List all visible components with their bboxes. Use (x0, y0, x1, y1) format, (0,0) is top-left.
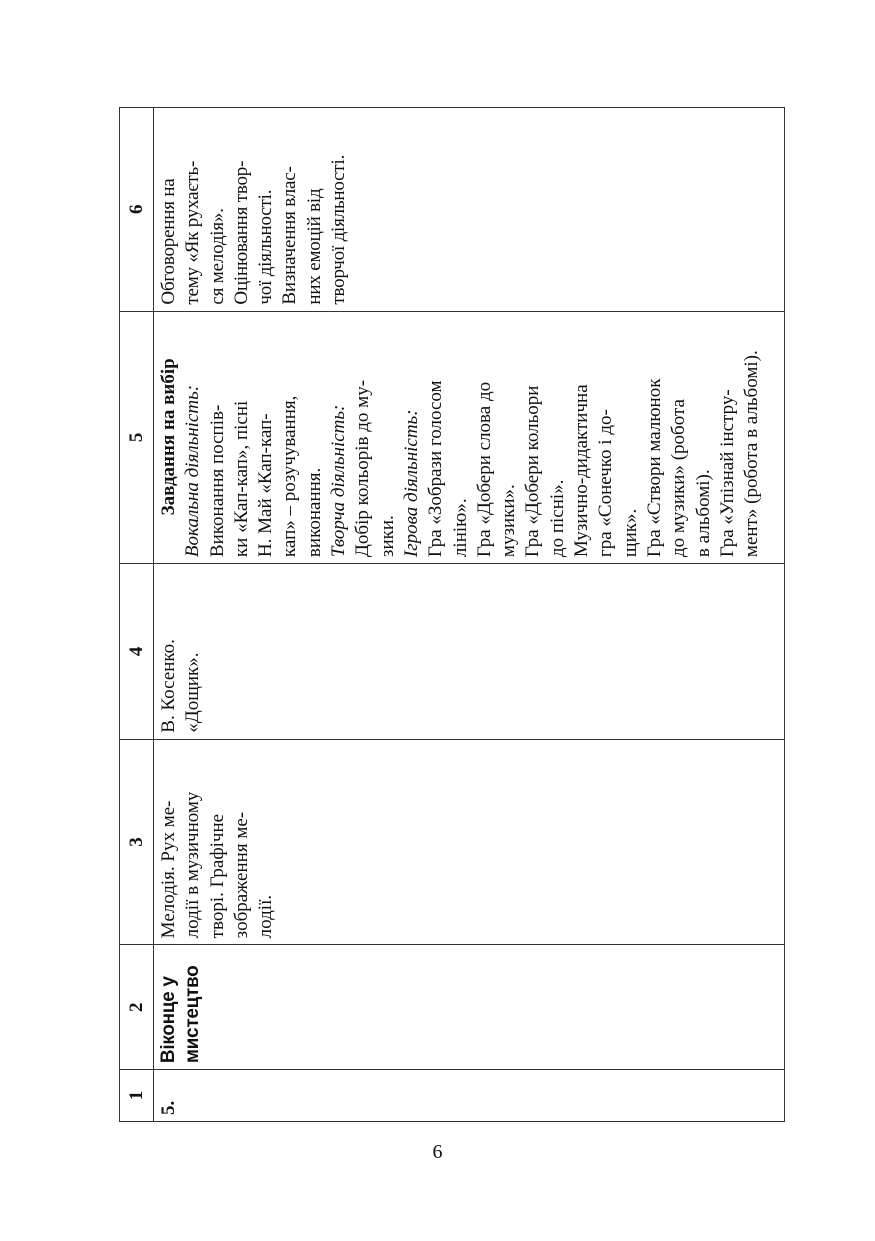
music-line: В. Косенко. (158, 639, 179, 733)
activity-line: Виконання поспів- (206, 404, 228, 558)
header-cell-4: 4 (120, 563, 153, 739)
vocal-activity-label: Вокальна діяльність: (182, 384, 204, 558)
activity-line: Гра «Зобрази голосом (425, 380, 447, 558)
activity-line: гра «Сонечко і до- (595, 409, 617, 558)
header-cell-1: 1 (120, 1069, 153, 1121)
creative-activity-label: Творча діяльність: (328, 404, 350, 558)
content-line: лодії. (255, 894, 277, 939)
activity-line: музики». (498, 484, 520, 558)
table-row (154, 108, 784, 1121)
rotated-table-container (119, 107, 785, 1122)
content-line: Мелодія. Рух ме- (158, 800, 179, 939)
activities-cell (154, 311, 784, 563)
topic-cell (154, 944, 784, 1069)
header-cell-6: 6 (125, 204, 147, 215)
reflection-line: ся мелодія». (206, 208, 228, 305)
topic-line: Віконце у (158, 976, 179, 1064)
content-line: лодії в музичному (182, 791, 204, 939)
reflection-line: Оцінювання твор- (230, 160, 252, 305)
activity-line: в альбомі). (692, 469, 714, 558)
activity-line: виконання. (303, 467, 325, 558)
activity-line: до музики» (робота (668, 399, 690, 558)
header-cell-5: 5 (120, 311, 153, 564)
topic-line: мистецтво (182, 965, 204, 1064)
activity-line: Н. Май «Кап-кап- (255, 413, 277, 558)
activity-line: мент» (робота в альбомі). (741, 350, 763, 558)
row-number: 5. (158, 1100, 179, 1115)
activity-line: Гра «Упізнай інстру- (716, 389, 738, 558)
activity-line: Добір кольорів до му- (352, 379, 374, 558)
activities-title: Завдання на вибір (158, 358, 179, 516)
activity-line: Музично-дидактична (571, 384, 593, 558)
page-number: 6 (432, 1141, 443, 1163)
header-cell-2: 2 (120, 944, 153, 1069)
reflection-line: них емоцій від (303, 188, 325, 305)
reflection-line: Визначення влас- (279, 166, 301, 305)
activity-line: до пісні». (546, 479, 568, 558)
game-activity-label: Ігрова діяльність: (400, 409, 422, 558)
reflection-line: тему «Як рухаєть- (182, 160, 204, 305)
reflection-cell (154, 108, 784, 311)
activity-line: кап» – розучування, (279, 395, 301, 558)
row-number-cell (154, 1069, 784, 1121)
music-line: «Дощик». (182, 652, 204, 733)
activity-line: ки «Кап-кап», пісні (230, 400, 252, 558)
reflection-line: чої діяльності. (255, 189, 277, 305)
lesson-plan-table (119, 107, 785, 1122)
activity-line: Гра «Добери кольори (522, 385, 544, 558)
activity-line: Гра «Створи малюнок (643, 378, 665, 558)
reflection-line: Обговорення на (158, 178, 179, 305)
content-cell (154, 739, 784, 945)
content-line: зображення ме- (230, 811, 252, 939)
music-cell (154, 563, 784, 739)
header-cell-3: 3 (120, 739, 153, 945)
reflection-line: творчої діяльності. (328, 154, 350, 305)
activity-line: Гра «Добери слова до (473, 381, 495, 558)
activity-line: лінію». (449, 498, 471, 558)
table-header-row (120, 108, 154, 1121)
activity-line: зики. (376, 515, 398, 558)
content-line: творі. Графічне (206, 813, 228, 939)
activity-line: щик». (619, 508, 641, 558)
